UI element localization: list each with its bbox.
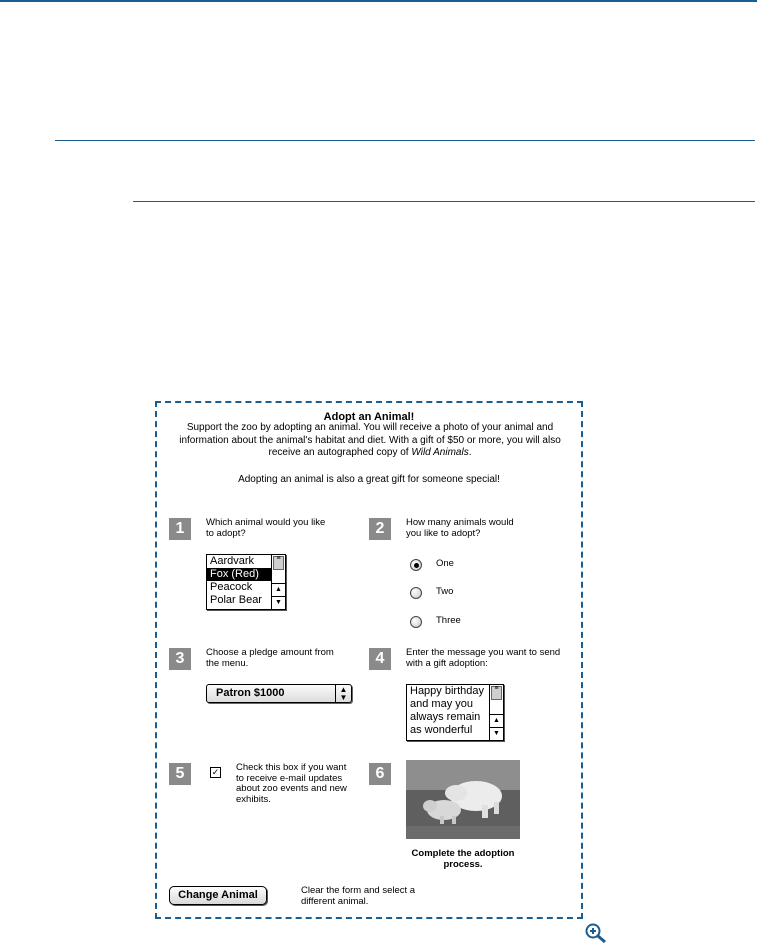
change-animal-desc: Clear the form and select a different animal. [301, 885, 416, 907]
radio-three[interactable] [410, 616, 422, 628]
section-rule [55, 140, 755, 141]
scroll-up-arrow-icon[interactable]: ▲ [490, 714, 503, 727]
scroll-up-arrow-icon[interactable]: ▲ [272, 583, 285, 596]
scroll-thumb[interactable]: ≡ [491, 686, 502, 700]
step-3-question: Choose a pledge amount from the menu. [206, 647, 334, 669]
adopt-form-panel [155, 401, 583, 919]
message-line: and may you [410, 698, 473, 710]
radio-two[interactable] [410, 587, 422, 599]
subsection-rule [133, 201, 755, 202]
scroll-down-arrow-icon[interactable]: ▼ [490, 727, 503, 740]
intro-end: . [468, 447, 472, 458]
email-updates-label: Check this box if you want to receive e-mail updates about zoo events and new exhibits. [236, 762, 347, 805]
radio-two-label: Two [436, 586, 454, 597]
pledge-select[interactable] [206, 684, 352, 703]
adoption-caption[interactable]: Complete the adoption process. [411, 848, 515, 870]
form-intro [165, 422, 575, 460]
step-1-badge: 1 [169, 518, 191, 540]
email-updates-checkbox[interactable]: ✓ [211, 767, 220, 777]
scroll-thumb[interactable]: ≡ [273, 556, 284, 570]
intro-book-title: Wild Animals [411, 447, 469, 458]
change-animal-button[interactable]: Change Animal [169, 886, 267, 905]
textarea-scrollbar[interactable] [489, 685, 503, 740]
step-2-question: How many animals would you like to adopt? [406, 517, 514, 539]
gift-note: Adopting an animal is also a great gift for someone special! [238, 474, 500, 485]
step-3-badge: 3 [169, 648, 191, 670]
step-5-badge: 5 [169, 763, 191, 785]
polar-bear-image-icon [406, 760, 520, 839]
top-rule [0, 0, 757, 2]
listbox-scrollbar[interactable] [271, 555, 285, 609]
form-title: Adopt an Animal! [323, 411, 415, 423]
pledge-value: Patron $1000 [216, 687, 285, 699]
scroll-down-arrow-icon[interactable]: ▼ [272, 596, 285, 609]
animal-listbox[interactable] [206, 554, 286, 610]
updown-arrows-icon: ▲ ▼ [335, 685, 351, 702]
step-2-badge: 2 [369, 518, 391, 540]
step-4-question: Enter the message you want to send with a gift adoption: [406, 647, 561, 669]
step-6-badge: 6 [369, 763, 391, 785]
step-1-question: Which animal would you like to adopt? [206, 517, 326, 539]
message-line: Happy birthday [410, 685, 484, 697]
step-4-badge: 4 [369, 648, 391, 670]
radio-three-label: Three [436, 615, 461, 626]
message-line: always remain [410, 711, 481, 723]
list-item-selected[interactable]: Fox (Red) [207, 568, 285, 581]
radio-one[interactable] [410, 559, 422, 571]
gift-message-textarea[interactable] [406, 684, 504, 741]
intro-text: Support the zoo by adopting an animal. You will receive a photo of your animal and information about the animal's habitat and diet. With a gift of $50 or more, you will also receive an autographed copy of [179, 422, 561, 458]
message-line: as wonderful [410, 724, 473, 736]
list-item[interactable]: Aardvark [210, 555, 255, 567]
polar-bear-photo[interactable] [406, 760, 520, 839]
zoom-in-icon[interactable] [584, 922, 608, 944]
list-item[interactable]: Peacock [210, 581, 253, 593]
radio-one-label: One [436, 558, 454, 569]
list-item[interactable]: Polar Bear [210, 594, 262, 606]
